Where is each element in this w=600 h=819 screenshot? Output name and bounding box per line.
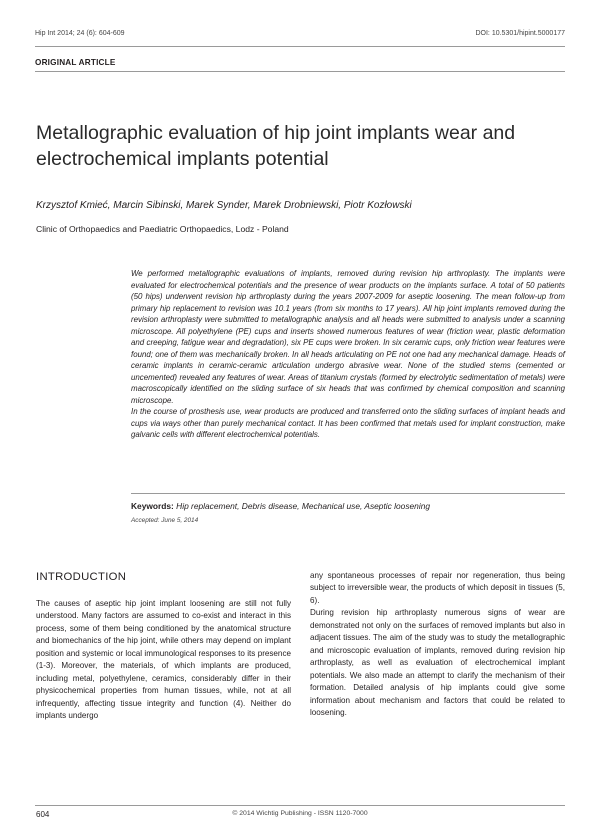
introduction-right-column [310,570,565,719]
page-number: 604 [36,810,50,819]
keywords-label: Keywords: [131,501,174,511]
footer-divider [35,805,565,806]
keywords [131,501,565,511]
intro-paragraph-1: The causes of aseptic hip joint implant loosening are still not fully understood. Many factors are assumed to co-exist and interact in this process, some of them being conditioned by the anatomical structure and biomechanics of the hip joint, while others may depend on implant position and systemic or local immunological responses to its presence (1-3). Moreover, the materials, of which implants are produced, including metal, polyethylene, ceramics, considerably differ in their physicochemical properties from human tissues, while, not at all infrequently, affecting tissue integrity and function (4). Neither do implants undergo [36,599,291,721]
article-title: Metallographic evaluation of hip joint implants wear and electrochemical implants potential [36,122,516,170]
affiliation: Clinic of Orthopaedics and Paediatric Orthopaedics, Lodz - Poland [36,224,289,234]
intro-paragraph-2: During revision hip arthroplasty numerous signs of wear are demonstrated not only on the surfaces of removed implants but also in adjacent tissues. The aim of the study was to study the metallographic and microscopic evaluation of implants, removed during revision hip arthroplasty, as well as evaluation of electrochemical implant potentials. We also made an attempt to clarify the mechanism of their formation. Detailed analysis of hip implants could give some information about mechanism and factors that could be related to loosening. [310,608,565,717]
doi[interactable]: DOI: 10.5301/hipint.5000177 [475,30,565,37]
abstract [131,268,565,441]
copyright: © 2014 Wichtig Publishing - ISSN 1120-7000 [232,810,368,817]
abstract-paragraph-2: In the course of prosthesis use, wear products are produced and transferred onto the sliding surfaces of implant heads and cups via ways other than purely mechanical contact. It has been confirmed that metals used for implant construction, make galvanic cells with different electrochemical potentials. [131,407,565,439]
section-label: ORIGINAL ARTICLE [35,58,116,67]
abstract-paragraph-1: We performed metallographic evaluations of implants, removed during revision hip arthroplasty. The implants were evaluated for electrochemical potentials and the presence of wear products on the implants surface. A total of 50 patients (50 hips) underwent revision hip arthroplasty during the years 2007-2009 for aseptic loosening. The mean follow-up from primary hip replacement to revision was 10.1 years (from six months to 17 years). All hip joint implants removed during the revision arthroplasty were submitted to metallographic analysis and all heads were submitted to analysis under a scanning microscope. All polyethylene (PE) cups and inserts showed numerous features of wear (friction wear, plastic deformation and creeping, fatigue wear and degradation), six PE cups were broken. In six ceramic cups, only friction wear features were found; one of them was mechanically broken. In all heads articulating on PE not one had any mechanical damage. Heads of ceramic implants in ceramic-ceramic articulation undergo abrasive wear. None of the studied stems (cemented or uncemented) revealed any features of wear. Areas of titanium crystals (formed by electrolytic sedimentation of metals) were macroscopically identified on the sliding surface of six heads that was confirmed by chemical composition and scanning microscope. [131,269,565,405]
intro-paragraph-continued: any spontaneous processes of repair nor regeneration, thus being subject to irreversible wear, the products of which deposit in tissues (5, 6). [310,571,565,605]
introduction-left-column [36,598,291,723]
accepted-date: Accepted: June 5, 2014 [131,517,199,524]
introduction-heading: INTRODUCTION [36,571,127,583]
keywords-list: Hip replacement, Debris disease, Mechanical use, Aseptic loosening [176,501,431,511]
authors: Krzysztof Kmieć, Marcin Sibinski, Marek Synder, Marek Drobniewski, Piotr Kozłowski [36,200,412,211]
header-divider [35,46,565,47]
section-divider [35,71,565,72]
journal-citation: Hip Int 2014; 24 (6): 604-609 [35,30,125,37]
keywords-divider [131,493,565,494]
